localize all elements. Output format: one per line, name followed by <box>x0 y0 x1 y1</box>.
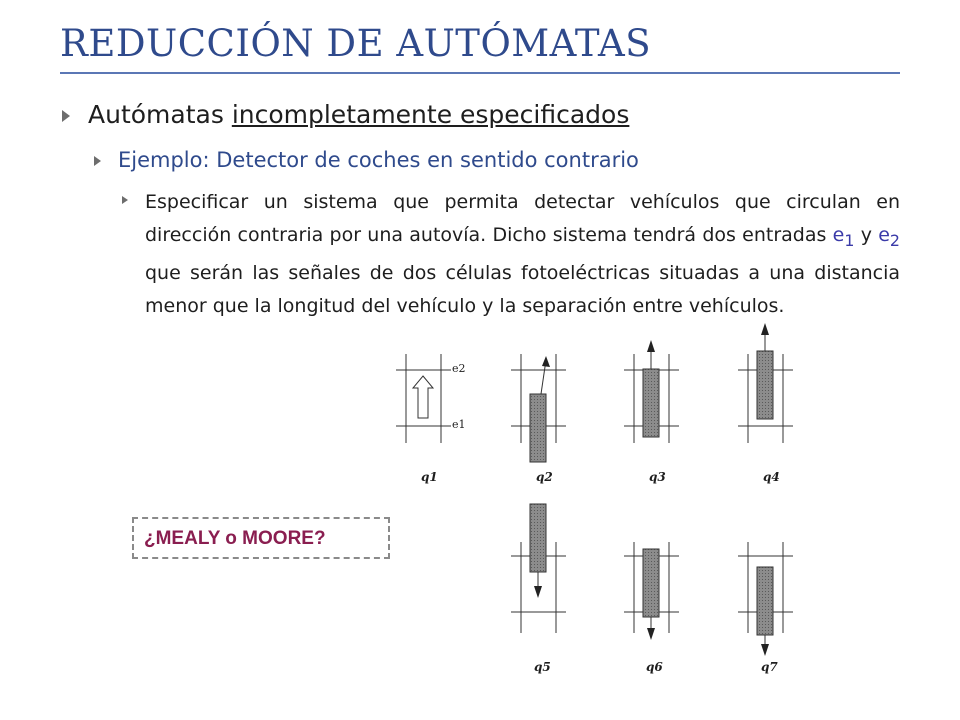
state-q5-diagram <box>511 504 566 633</box>
slide-title: REDUCCIÓN DE AUTÓMATAS <box>60 22 652 65</box>
question-box <box>132 517 390 559</box>
level1-text: Autómatas <box>88 100 232 129</box>
car-icon <box>643 369 659 437</box>
car-icon <box>530 504 546 572</box>
state-q3-diagram <box>624 340 679 443</box>
paragraph-part3: que serán las señales de dos células fotoeléctricas situadas a una distancia menor que la longitud del vehículo y la separación entre vehículos. <box>145 261 900 317</box>
input-e1-sub: 1 <box>844 230 855 250</box>
arrow-up-icon <box>761 323 769 335</box>
input-e2-letter: e <box>878 224 890 246</box>
state-label-q5: q5 <box>534 660 551 674</box>
sensor-e2-label: e2 <box>452 362 466 375</box>
car-icon <box>757 351 773 419</box>
state-q1-diagram <box>396 354 451 443</box>
state-label-q6: q6 <box>646 660 663 674</box>
level1-underlined-text: incompletamente especificados <box>231 100 630 129</box>
state-q7-diagram <box>738 542 793 656</box>
arrow-up-icon <box>542 356 550 367</box>
state-q6-diagram <box>624 542 679 640</box>
state-q4-diagram <box>738 323 793 443</box>
question-text: ¿MEALY o MOORE? <box>144 528 326 549</box>
paragraph-part2: y <box>854 224 879 246</box>
sensor-e1-label: e1 <box>452 418 466 431</box>
direction-arrow-icon <box>413 376 433 418</box>
arrow-down-icon <box>534 586 542 598</box>
state-label-q7: q7 <box>761 660 778 674</box>
arrow-up-icon <box>647 340 655 352</box>
car-icon <box>757 567 773 635</box>
state-label-q4: q4 <box>763 470 780 484</box>
state-label-q2: q2 <box>536 470 553 484</box>
input-e1-letter: e <box>832 224 845 246</box>
bullet-level2: Ejemplo: Detector de coches en sentido contrario <box>118 148 639 172</box>
state-q2-diagram <box>511 354 566 462</box>
arrow-down-icon <box>761 644 769 656</box>
arrow-down-icon <box>647 628 655 640</box>
input-e2-sub: 2 <box>889 230 900 250</box>
car-icon <box>530 394 546 462</box>
car-icon <box>643 549 659 617</box>
state-label-q3: q3 <box>649 470 666 484</box>
paragraph-part1: Especificar un sistema que permita detectar vehículos que circulan en dirección contraria por una autovía. Dicho sistema tendrá dos entradas <box>145 191 900 246</box>
state-label-q1: q1 <box>421 470 438 484</box>
